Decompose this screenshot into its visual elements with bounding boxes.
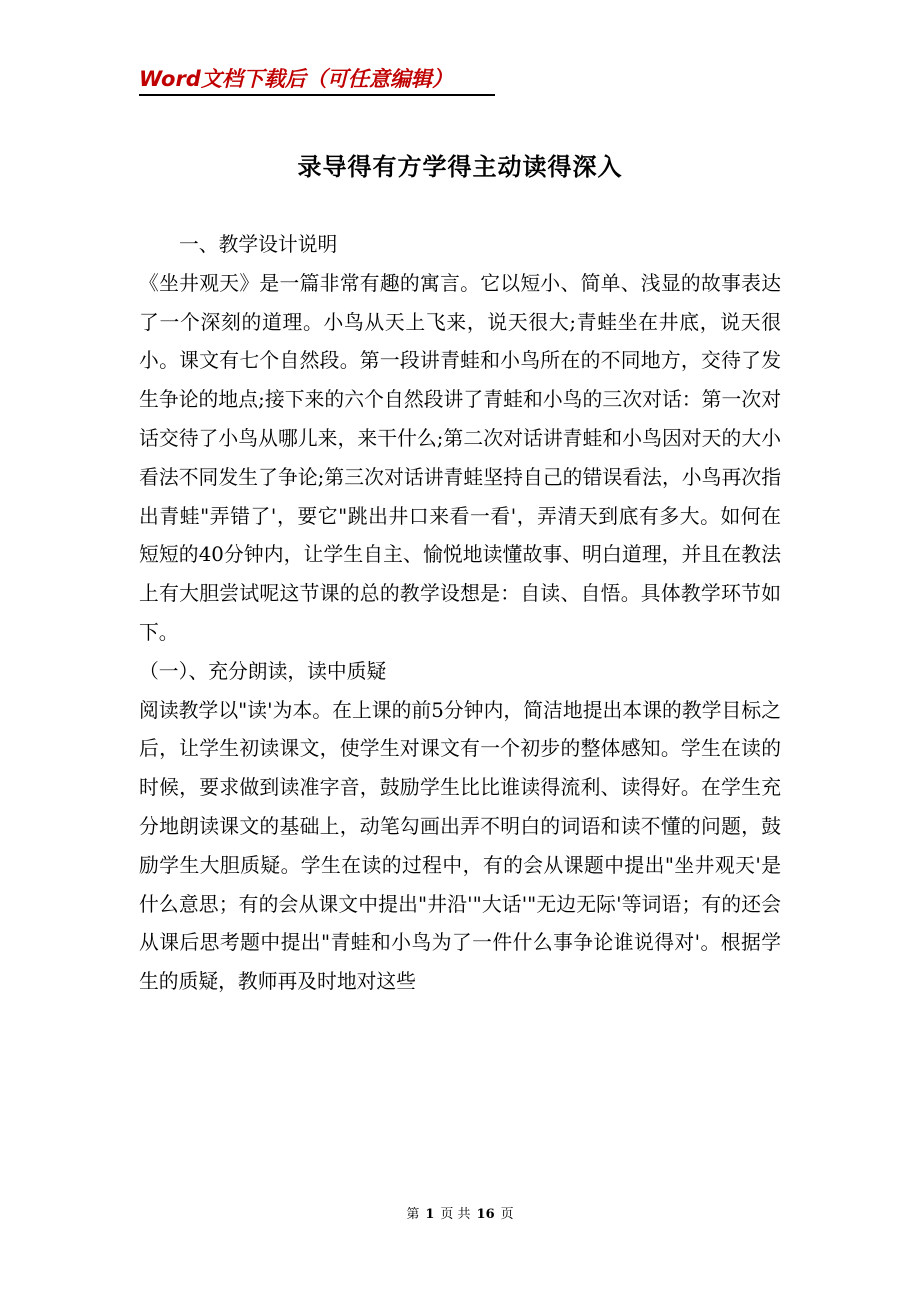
- document-title: 录导得有方学得主动读得深入: [297, 152, 623, 181]
- header-watermark-text: Word文档下载后（可任意编辑）: [139, 67, 453, 91]
- total-page-count: 16: [476, 1207, 495, 1222]
- paragraph-intro: 《坐井观天》是一篇非常有趣的寓言。它以短小、简单、浅显的故事表达了一个深刻的道理。小鸟从天上飞来，说天很大;青蛙坐在井底，说天很小。课文有七个自然段。第一段讲青蛙和小鸟所在的不同地方，交待了发生争论的地点;接下来的六个自然段讲了青蛙和小鸟的三次对话：第一次对话交待了小鸟从哪儿来，来干什么;第二次对话讲青蛙和小鸟因对天的大小看法不同发生了争论;第三次对话讲青蛙坚持自己的错误看法，小鸟再次指出青蛙"弄错了'，要它"跳出井口来看一看'，弄清天到底有多大。如何在短短的40分钟内，让学生自主、愉悦地读懂故事、明白道理，并且在教法上有大胆尝试呢这节课的总的教学设想是：自读、自悟。具体教学环节如下。: [139, 271, 781, 644]
- document-body: [139, 226, 781, 1002]
- page-footer: [0, 1205, 920, 1225]
- footer-middle: 页 共: [440, 1207, 471, 1222]
- footer-suffix: 页: [500, 1207, 514, 1222]
- paragraph-reading: 阅读教学以"读'为本。在上课的前5分钟内，简洁地提出本课的教学目标之后，让学生初读课文，使学生对课文有一个初步的整体感知。学生在读的时候，要求做到读准字音，鼓励学生比比谁读得流利、读得好。在学生充分地朗读课文的基础上，动笔勾画出弄不明白的词语和读不懂的问题，鼓励学生大胆质疑。学生在读的过程中，有的会从课题中提出"坐井观天'是什么意思；有的会从课文中提出"井沿'"大话'"无边无际'等词语；有的还会从课后思考题中提出"青蛙和小鸟为了一件什么事争论谁说得对'。根据学生的质疑，教师再及时地对这些: [139, 698, 781, 994]
- footer-prefix: 第: [406, 1207, 420, 1222]
- sub-heading: （一）、充分朗读，读中质疑: [139, 659, 387, 683]
- current-page-number: 1: [425, 1207, 435, 1222]
- document-header: [139, 64, 495, 96]
- section-heading: 一、教学设计说明: [179, 233, 338, 256]
